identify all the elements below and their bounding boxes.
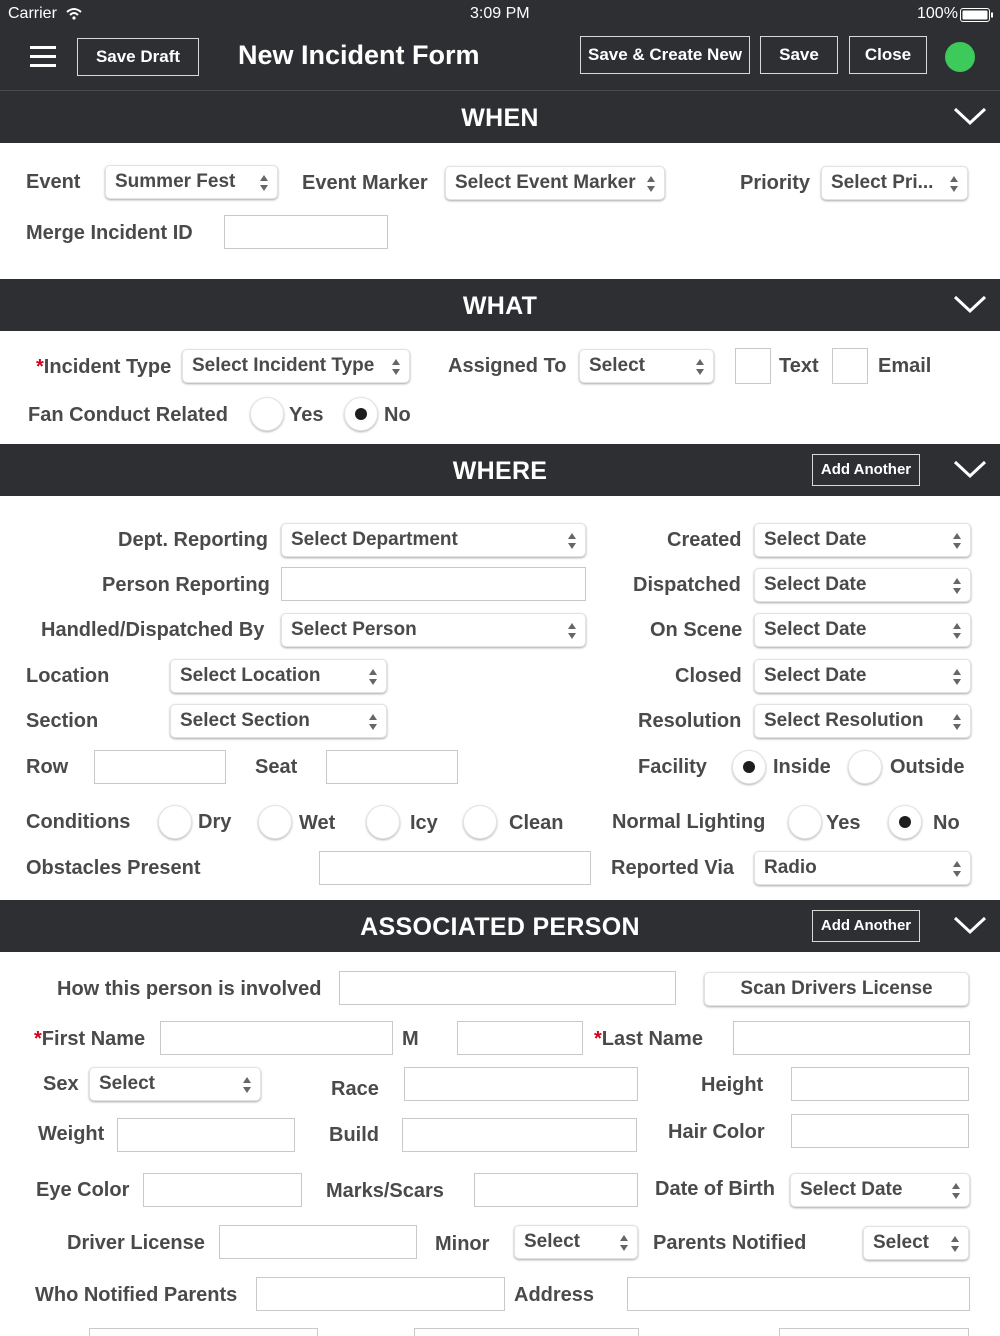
text-checkbox[interactable] [735,348,771,384]
eye-color-label: Eye Color [36,1179,130,1201]
seat-input[interactable] [326,750,458,784]
parents-notified-select[interactable]: Select [863,1226,969,1260]
fan-conduct-yes-radio[interactable] [250,397,284,431]
sex-label: Sex [43,1073,79,1095]
who-notified-input[interactable] [256,1277,505,1311]
middle-initial-input[interactable] [457,1021,583,1055]
next-row-input[interactable] [414,1328,639,1336]
normal-lighting-label: Normal Lighting [612,811,766,833]
race-label: Race [331,1078,379,1100]
associated-person-section-header[interactable] [0,900,1000,952]
section-title: WHAT [462,292,538,320]
select-arrows-icon [368,667,378,687]
address-input[interactable] [627,1277,970,1311]
select-arrows-icon [950,1234,960,1254]
text-label: Text [779,355,819,377]
priority-label: Priority [740,172,811,194]
on-scene-label: On Scene [650,619,743,641]
carrier-label: Carrier [8,5,57,22]
select-arrows-icon [391,357,401,377]
select-arrows-icon [951,1181,961,1201]
parents-notified-label: Parents Notified [653,1232,807,1254]
dispatched-label: Dispatched [633,574,741,596]
select-arrows-icon [695,357,705,377]
chevron-down-icon[interactable] [952,103,988,129]
race-input[interactable] [404,1067,638,1101]
eye-color-input[interactable] [143,1173,302,1207]
address-label: Address [514,1284,595,1306]
select-arrows-icon [259,173,269,193]
height-input[interactable] [791,1067,969,1101]
add-another-button[interactable]: Add Another [812,454,920,486]
select-arrows-icon [567,621,577,641]
conditions-dry-radio[interactable] [158,805,192,839]
section-title: WHERE [452,457,548,485]
outside-label: Outside [890,756,965,778]
facility-label: Facility [638,756,707,778]
select-arrows-icon [952,621,962,641]
save-draft-button[interactable]: Save Draft [77,38,199,76]
handled-by-select[interactable]: Select Person [281,613,586,647]
handled-by-label: Handled/Dispatched By [41,619,265,641]
email-label: Email [878,355,932,377]
reported-via-label: Reported Via [611,857,734,879]
middle-initial-label: M [402,1028,419,1050]
closed-date-select[interactable]: Select Date [754,659,971,693]
select-arrows-icon [952,576,962,596]
save-create-new-button[interactable]: Save & Create New [580,36,750,74]
page-title: New Incident Form [238,40,480,70]
dept-reporting-select[interactable]: Select Department [281,523,586,557]
fan-conduct-label: Fan Conduct Related [28,404,229,426]
location-select[interactable]: Select Location [170,659,387,693]
closed-label: Closed [675,665,742,687]
dispatched-date-select[interactable]: Select Date [754,568,971,602]
resolution-select[interactable]: Select Resolution [754,704,971,738]
event-select[interactable]: Summer Fest [105,165,278,199]
seat-label: Seat [255,756,298,778]
assigned-to-select[interactable]: Select [579,349,714,383]
obstacles-input[interactable] [319,851,591,885]
section-title: ASSOCIATED PERSON [360,913,640,941]
who-notified-label: Who Notified Parents [35,1284,238,1306]
reported-via-select[interactable]: Radio [754,851,971,885]
where-section-header[interactable] [0,444,1000,496]
battery-label: 100% [917,5,958,22]
person-reporting-label: Person Reporting [102,574,270,596]
section-title: WHEN [461,104,539,132]
section-label: Section [26,710,99,732]
dry-label: Dry [198,811,232,833]
hamburger-icon[interactable] [30,46,56,68]
select-arrows-icon [368,712,378,732]
battery-icon [960,8,994,22]
created-label: Created [667,529,742,551]
clean-label: Clean [509,812,564,834]
last-name-input[interactable] [733,1021,970,1055]
facility-outside-radio[interactable] [848,750,882,784]
incident-type-label: *Incident Type [36,356,172,378]
weight-label: Weight [38,1123,105,1145]
select-arrows-icon [646,174,656,194]
resolution-label: Resolution [638,710,742,732]
assigned-to-label: Assigned To [448,355,567,377]
minor-label: Minor [435,1233,490,1255]
facility-inside-radio[interactable] [732,750,766,784]
weight-input[interactable] [117,1118,295,1152]
last-name-label: *Last Name [594,1028,703,1050]
inside-label: Inside [773,756,831,778]
lighting-no-label: No [933,812,960,834]
involvement-input[interactable] [339,971,676,1005]
event-marker-select[interactable]: Select Event Marker [445,166,665,200]
select-arrows-icon [619,1233,629,1253]
obstacles-label: Obstacles Present [26,857,201,879]
row-label: Row [26,756,69,778]
dept-reporting-label: Dept. Reporting [118,529,268,551]
first-name-input[interactable] [160,1021,393,1055]
date-of-birth-label: Date of Birth [655,1178,775,1200]
hair-color-label: Hair Color [668,1121,765,1143]
lighting-yes-label: Yes [826,812,861,834]
created-date-select[interactable]: Select Date [754,523,971,557]
minor-select[interactable]: Select [514,1225,638,1259]
clock: 3:09 PM [470,5,530,22]
connection-status-indicator [945,42,975,72]
driver-license-input[interactable] [219,1225,417,1259]
chevron-down-icon[interactable] [952,291,988,317]
icy-label: Icy [410,812,438,834]
save-button[interactable]: Save [760,36,838,74]
hair-color-input[interactable] [791,1114,969,1148]
build-label: Build [329,1124,379,1146]
merge-incident-label: Merge Incident ID [26,222,193,244]
select-arrows-icon [952,667,962,687]
lighting-yes-radio[interactable] [788,805,822,839]
when-section-header[interactable] [0,91,1000,143]
conditions-icy-radio[interactable] [366,805,400,839]
lighting-no-radio[interactable] [888,805,922,839]
involvement-label: How this person is involved [57,978,322,1000]
marks-scars-input[interactable] [474,1173,638,1207]
event-label: Event [26,171,81,193]
select-arrows-icon [242,1075,252,1095]
wet-label: Wet [299,812,336,834]
add-another-person-button[interactable]: Add Another [812,910,920,942]
yes-label: Yes [289,404,324,426]
chevron-down-icon[interactable] [952,456,988,482]
build-input[interactable] [402,1118,637,1152]
select-arrows-icon [949,174,959,194]
event-marker-label: Event Marker [302,172,428,194]
close-button[interactable]: Close [849,36,927,74]
conditions-wet-radio[interactable] [258,805,292,839]
incident-type-select[interactable]: Select Incident Type [182,349,410,383]
scan-drivers-license-button[interactable]: Scan Drivers License [704,972,969,1006]
next-row-input[interactable] [779,1328,969,1336]
select-arrows-icon [952,859,962,879]
conditions-label: Conditions [26,811,131,833]
wifi-icon [66,7,82,20]
no-label: No [384,404,411,426]
date-of-birth-select[interactable]: Select Date [790,1173,970,1207]
select-arrows-icon [952,531,962,551]
sex-select[interactable]: Select [89,1067,261,1101]
what-section-header[interactable] [0,279,1000,331]
next-row-input[interactable] [89,1328,318,1336]
email-checkbox[interactable] [832,348,868,384]
location-label: Location [26,665,110,687]
select-arrows-icon [952,712,962,732]
section-select[interactable]: Select Section [170,704,387,738]
first-name-label: *First Name [34,1028,146,1050]
driver-license-label: Driver License [67,1232,205,1254]
chevron-down-icon[interactable] [952,912,988,938]
select-arrows-icon [567,531,577,551]
toolbar [0,28,1000,91]
person-reporting-input[interactable] [281,567,586,601]
status-bar [0,0,1000,28]
height-label: Height [701,1074,764,1096]
conditions-clean-radio[interactable] [463,805,497,839]
on-scene-date-select[interactable]: Select Date [754,613,971,647]
fan-conduct-no-radio[interactable] [344,397,378,431]
row-input[interactable] [94,750,226,784]
merge-incident-input[interactable] [224,215,388,249]
priority-select[interactable]: Select Pri... [821,166,968,200]
marks-scars-label: Marks/Scars [326,1180,444,1202]
